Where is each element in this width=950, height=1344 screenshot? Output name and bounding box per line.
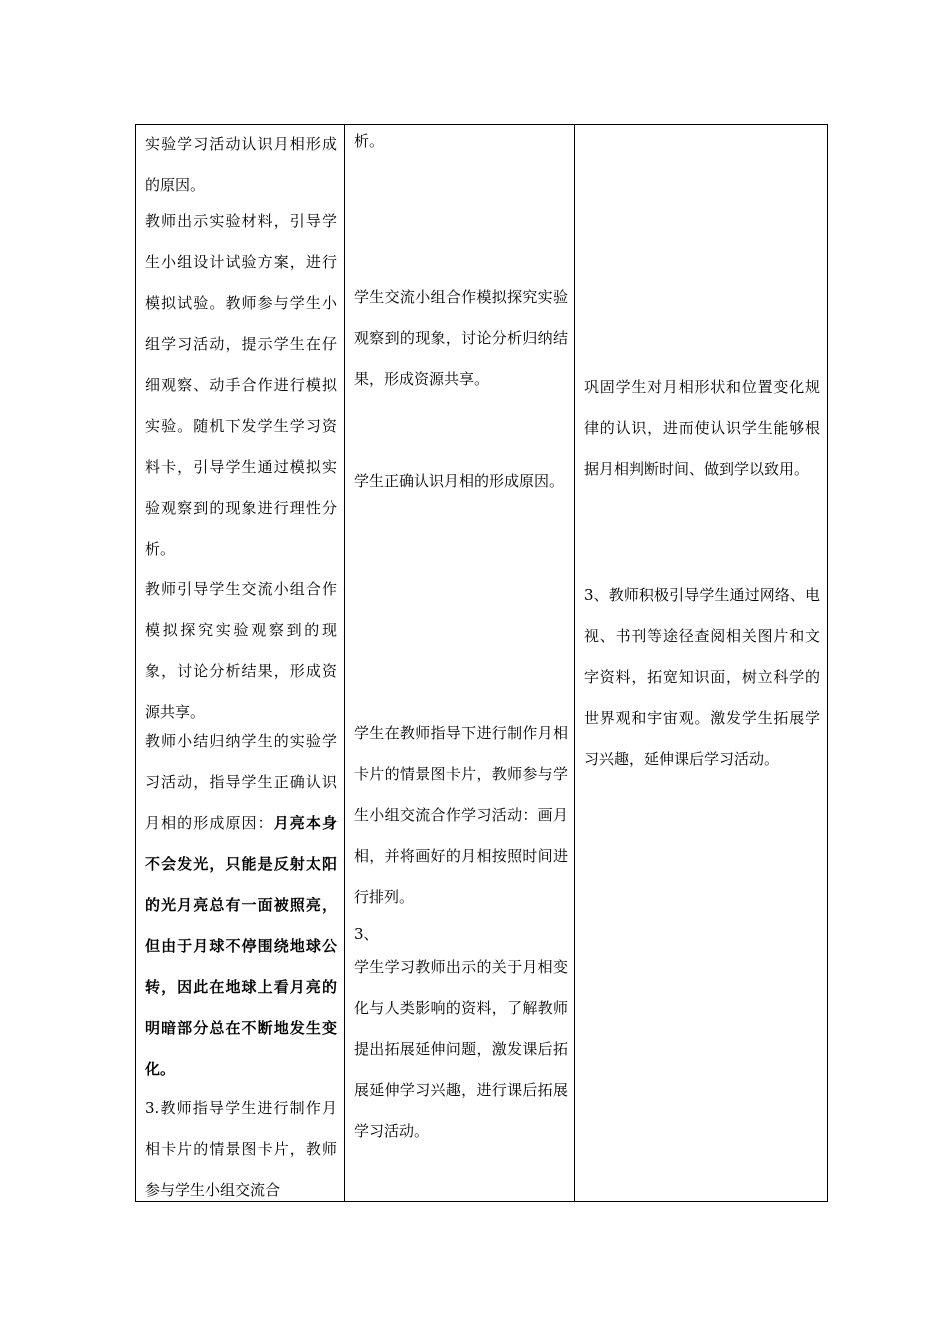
intent-para-1: 巩固学生对月相形状和位置变化规律的认识，进而使认识学生能够根据月相判断时间、做到学以致用。 — [584, 378, 820, 478]
student-para-3: 学生正确认识月相的形成原因。 — [354, 472, 565, 490]
moon-phase-conclusion: 月亮本身不会发光，只能是反射太阳的光月亮总有一面被照亮，但由于月球不停围绕地球公转，因此在地球上看月亮的明暗部分总在不断地发生变化。 — [145, 814, 337, 1078]
student-para-5: 3、 — [354, 925, 379, 943]
teacher-summary-lead: 教师小结归纳学生的实验学习活动，指导学生正确认识月相的形成原因： — [145, 732, 337, 832]
intent-para-2: 3、教师积极引导学生通过网络、电视、书刊等途径查阅相关图片和文字资料，拓宽知识面，树立科学的世界观和宇宙观。激发学生拓展学习兴趣，延伸课后学习活动。 — [584, 586, 820, 768]
teacher-para-2: 教师出示实验材料，引导学生小组设计试验方案，进行模拟试验。教师参与学生小组学习活动，提示学生在仔细观察、动手合作进行模拟实验。随机下发学生学习资料卡，引导学生通过模拟实验观察到的现象进行理性分析。 — [145, 212, 337, 558]
teacher-para-3: 教师引导学生交流小组合作模拟探究实验观察到的现象，讨论分析结果，形成资源共享。 — [145, 580, 337, 721]
student-para-1: 析。 — [354, 132, 385, 150]
lesson-table — [135, 124, 828, 1202]
student-activity-column — [345, 125, 575, 1201]
student-para-6: 学生学习教师出示的关于月相变化与人类影响的资料，了解教师提出拓展延伸问题，激发课后拓展延伸学习兴趣，进行课后拓展学习活动。 — [354, 958, 568, 1140]
teacher-activity-column — [136, 125, 345, 1201]
teacher-para-1: 实验学习活动认识月相形成的原因。 — [145, 135, 337, 194]
teacher-para-5: 3.教师指导学生进行制作月相卡片的情景图卡片，教师参与学生小组交流合 — [145, 1099, 337, 1199]
student-para-2: 学生交流小组合作模拟探究实验观察到的现象，讨论分析归纳结果，形成资源共享。 — [354, 288, 568, 388]
design-intent-column — [575, 125, 827, 1201]
teacher-para-4 — [145, 721, 337, 1090]
student-para-4: 学生在教师指导下进行制作月相卡片的情景图卡片，教师参与学生小组交流合作学习活动：画月相，并将画好的月相按照时间进行排列。 — [354, 724, 568, 906]
